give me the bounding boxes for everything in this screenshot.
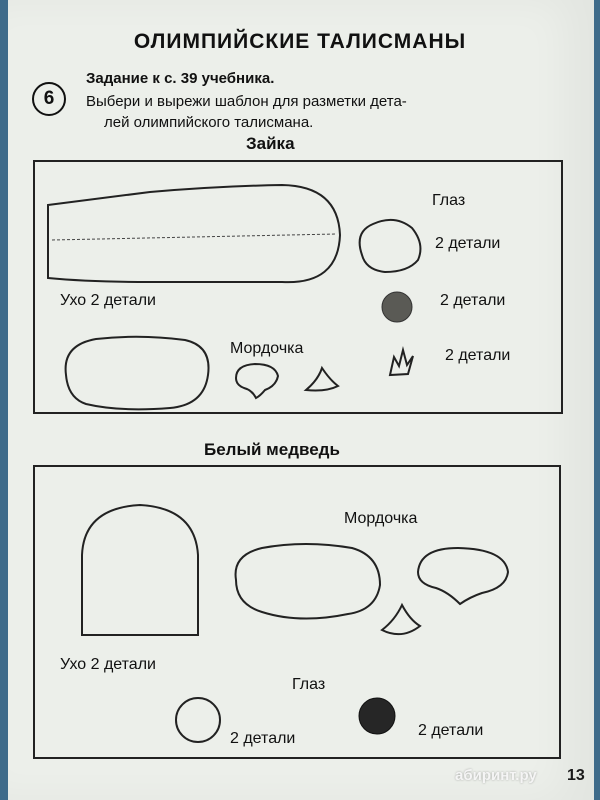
bear-ear-label: Ухо 2 детали bbox=[60, 656, 156, 673]
bunny-pupil-template bbox=[382, 292, 412, 322]
task-instruction-line-1: Выбери и вырежи шаблон для разметки дета- bbox=[86, 93, 407, 110]
bear-muzzle-label: Мордочка bbox=[344, 510, 418, 527]
bunny-tooth-template bbox=[390, 350, 413, 375]
bunny-muzzle-label: Мордочка bbox=[230, 340, 304, 357]
task-number-badge: 6 bbox=[32, 82, 66, 116]
bear-eye-label: Глаз bbox=[292, 676, 326, 693]
page-number: 13 bbox=[567, 767, 585, 784]
bunny-section-title: Зайка bbox=[246, 134, 295, 153]
bunny-eye-count: 2 детали bbox=[435, 235, 501, 252]
bear-face-template bbox=[236, 544, 380, 619]
task-instruction-line-2: лей олимпийского талисмана. bbox=[104, 114, 314, 131]
bear-nose-template bbox=[382, 605, 420, 634]
bear-eye-white-template bbox=[176, 698, 220, 742]
publisher-watermark: абиринт.ру bbox=[455, 767, 537, 784]
task-heading: Задание к с. 39 учебника. bbox=[86, 70, 275, 87]
bunny-ear-fold-line bbox=[52, 234, 336, 240]
bunny-eye-template bbox=[360, 220, 421, 272]
bunny-ear-template bbox=[48, 185, 340, 282]
bear-eye-dark-count: 2 детали bbox=[418, 722, 484, 739]
bear-section-title: Белый медведь bbox=[204, 440, 340, 459]
bunny-nose-template bbox=[306, 368, 338, 391]
page-title: ОЛИМПИЙСКИЕ ТАЛИСМАНЫ bbox=[133, 30, 467, 53]
bear-ear-template bbox=[82, 505, 198, 635]
bear-muzzle-template bbox=[418, 548, 508, 604]
bear-eye-white-count: 2 детали bbox=[230, 730, 296, 747]
bunny-tooth-count: 2 детали bbox=[445, 347, 511, 364]
bunny-muzzle-template bbox=[236, 364, 278, 398]
bunny-face-template bbox=[66, 337, 209, 410]
bunny-eye-label: Глаз bbox=[432, 192, 466, 209]
bunny-pupil-count: 2 детали bbox=[440, 292, 506, 309]
bear-eye-dark-template bbox=[359, 698, 395, 734]
bunny-ear-label: Ухо 2 детали bbox=[60, 292, 156, 309]
